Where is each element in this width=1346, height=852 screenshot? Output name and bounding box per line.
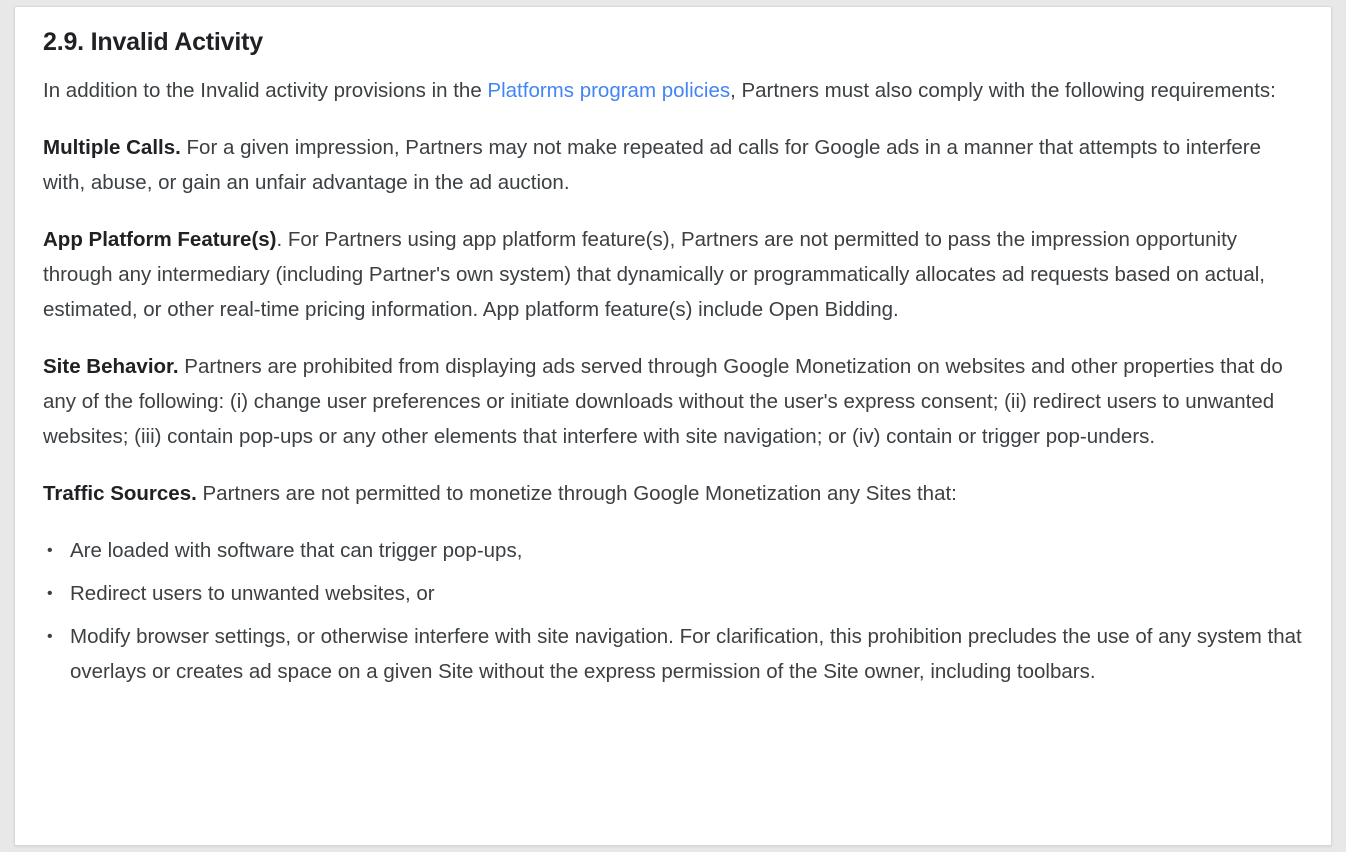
body-traffic-sources: Partners are not permitted to monetize through Google Monetization any Sites that: — [196, 482, 957, 505]
lead-in-multiple-calls: Multiple Calls. — [43, 136, 181, 159]
platforms-program-policies-link[interactable]: Platforms program policies — [487, 79, 731, 102]
intro-paragraph — [43, 73, 1303, 108]
intro-text-after-link: , Partners must also comply with the following requirements: — [730, 79, 1276, 102]
traffic-sources-bullet-list — [43, 533, 1303, 689]
paragraph-traffic-sources — [43, 476, 1303, 511]
list-item: • Redirect users to unwanted websites, or — [43, 576, 1303, 611]
document-content — [15, 7, 1331, 707]
body-app-platform-features: . For Partners using app platform feature(s), Partners are not permitted to pass the impression opportunity through any intermediary (including Partner's own system) that dynamically or programmatically allocates ad requests based on actual, estimated, or other real-time pricing information. App platform feature(s) include Open Bidding. — [43, 228, 1265, 321]
body-multiple-calls: For a given impression, Partners may not make repeated ad calls for Google ads in a manner that attempts to interfere with, abuse, or gain an unfair advantage in the ad auction. — [43, 136, 1262, 194]
lead-in-app-platform-features: App Platform Feature(s) — [43, 228, 277, 251]
lead-in-site-behavior: Site Behavior. — [43, 355, 179, 378]
intro-text-before-link: In addition to the Invalid activity provisions in the — [43, 79, 488, 102]
paragraph-app-platform-features — [43, 222, 1303, 327]
page-title: 2.9. Invalid Activity — [43, 28, 263, 56]
lead-in-traffic-sources: Traffic Sources. — [43, 482, 197, 505]
list-item: • Are loaded with software that can trigger pop-ups, — [43, 533, 1303, 568]
list-item: • Modify browser settings, or otherwise interfere with site navigation. For clarification, this prohibition precludes the use of any system that overlays or creates ad space on a given Site without the express permission of the Site owner, including toolbars. — [43, 619, 1303, 689]
document-card — [14, 6, 1332, 846]
paragraph-site-behavior — [43, 349, 1303, 454]
paragraph-multiple-calls — [43, 130, 1303, 200]
body-site-behavior: Partners are prohibited from displaying ads served through Google Monetization on websites and other properties that do any of the following: (i) change user preferences or initiate downloads without the user's express consent; (ii) redirect users to unwanted websites; (iii) contain pop-ups or any other elements that interfere with site navigation; or (iv) contain or trigger pop-unders. — [43, 355, 1283, 448]
